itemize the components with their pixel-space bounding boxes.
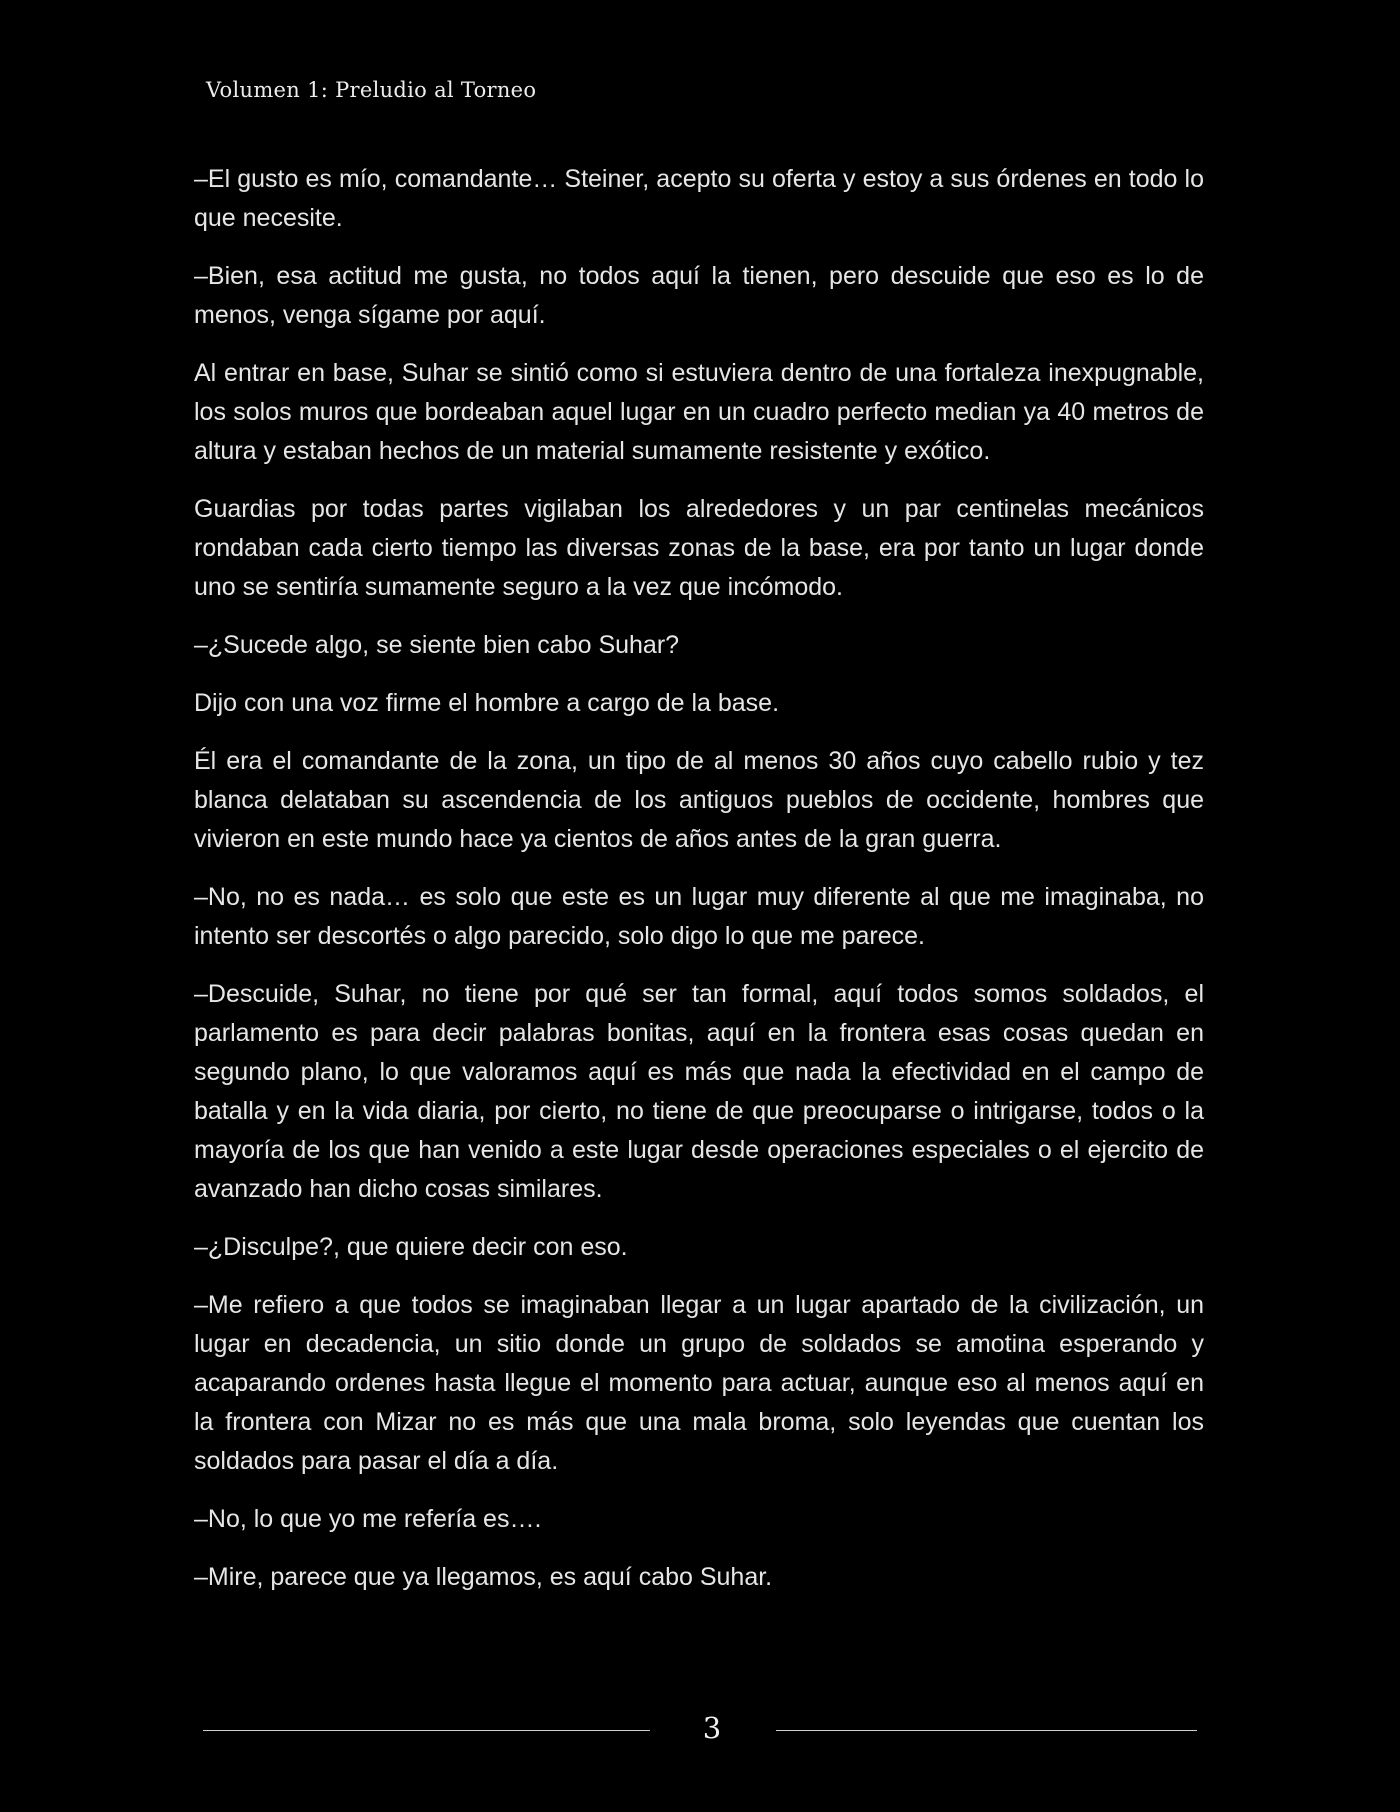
footer-rule-right bbox=[776, 1730, 1197, 1731]
paragraph: –Me refiero a que todos se imaginaban llegar a un lugar apartado de la civilización, un lugar en decadencia, un sitio donde un grupo de soldados se amotina esperando y acaparando ordenes hasta llegue el momento para actuar, aunque eso al menos aquí en la frontera con Mizar no es más que una mala broma, solo leyendas que cuentan los soldados para pasar el día a día. bbox=[194, 1291, 1204, 1475]
paragraph: Él era el comandante de la zona, un tipo de al menos 30 años cuyo cabello rubio y tez blanca delataban su ascendencia de los antiguos pueblos de occidente, hombres que vivieron en este mundo hace ya cientos de años antes de la gran guerra. bbox=[194, 747, 1204, 853]
body-text bbox=[194, 160, 1204, 1616]
page-footer bbox=[0, 1705, 1400, 1755]
paragraph: –El gusto es mío, comandante… Steiner, acepto su oferta y estoy a sus órdenes en todo lo que necesite. bbox=[194, 165, 1204, 232]
paragraph: Al entrar en base, Suhar se sintió como si estuviera dentro de una fortaleza inexpugnable, los solos muros que bordeaban aquel lugar en un cuadro perfecto median ya 40 metros de altura y estaban hechos de un material sumamente resistente y exótico. bbox=[194, 359, 1204, 465]
paragraph: –Descuide, Suhar, no tiene por qué ser tan formal, aquí todos somos soldados, el parlamento es para decir palabras bonitas, aquí en la frontera esas cosas quedan en segundo plano, lo que valoramos aquí es más que nada la efectividad en el campo de batalla y en la vida diaria, por cierto, no tiene de que preocuparse o intrigarse, todos o la mayoría de los que han venido a este lugar desde operaciones especiales o el ejercito de avanzado han dicho cosas similares. bbox=[194, 980, 1204, 1203]
paragraph: Dijo con una voz firme el hombre a cargo de la base. bbox=[194, 689, 780, 717]
running-header-title: Volumen 1: Preludio al Torneo bbox=[206, 78, 537, 102]
paragraph: –¿Sucede algo, se siente bien cabo Suhar? bbox=[194, 631, 680, 659]
paragraph: –Mire, parece que ya llegamos, es aquí cabo Suhar. bbox=[194, 1563, 773, 1591]
paragraph: Guardias por todas partes vigilaban los alrededores y un par centinelas mecánicos rondaban cada cierto tiempo las diversas zonas de la base, era por tanto un lugar donde uno se sentiría sumamente seguro a la vez que incómodo. bbox=[194, 495, 1204, 601]
footer-rule-left bbox=[203, 1730, 650, 1731]
page-number: 3 bbox=[702, 1711, 722, 1745]
paragraph: –¿Disculpe?, que quiere decir con eso. bbox=[194, 1233, 628, 1261]
paragraph: –No, no es nada… es solo que este es un lugar muy diferente al que me imaginaba, no intento ser descortés o algo parecido, solo digo lo que me parece. bbox=[194, 883, 1204, 950]
paragraph: –Bien, esa actitud me gusta, no todos aquí la tienen, pero descuide que eso es lo de menos, venga sígame por aquí. bbox=[194, 262, 1204, 329]
paragraph: –No, lo que yo me refería es…. bbox=[194, 1505, 542, 1533]
